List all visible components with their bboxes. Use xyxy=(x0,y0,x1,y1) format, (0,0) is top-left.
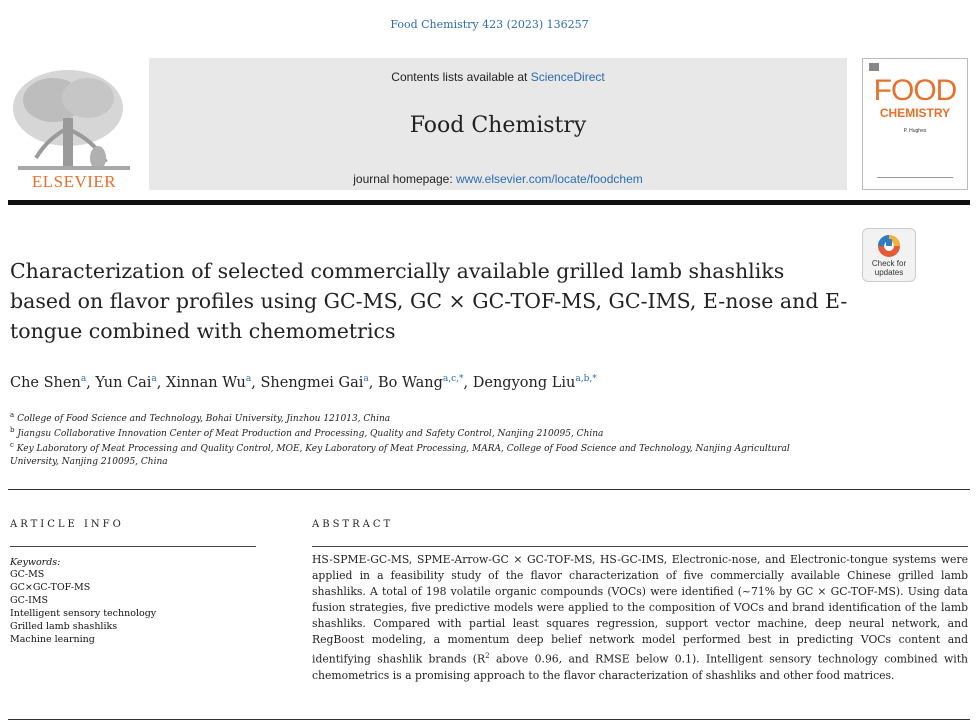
abstract-body xyxy=(312,552,968,684)
abstract-rule xyxy=(312,546,968,547)
author-affiliation-mark[interactable]: a,c,* xyxy=(442,374,464,384)
author-name[interactable]: Bo Wang xyxy=(378,374,443,391)
author-name[interactable]: Shengmei Gai xyxy=(260,374,364,391)
author-name[interactable]: Dengyong Liu xyxy=(472,374,576,391)
journal-title: Food Chemistry xyxy=(409,113,587,138)
section-divider xyxy=(8,489,970,490)
bottom-divider xyxy=(8,719,970,720)
author-name[interactable]: Yun Cai xyxy=(95,374,152,391)
cover-chemistry-word: CHEMISTRY xyxy=(879,106,951,120)
affiliation-c xyxy=(10,439,830,469)
journal-citation[interactable]: Food Chemistry 423 (2023) 136257 xyxy=(390,18,589,31)
abstract-superscript: 2 xyxy=(485,652,490,660)
author-affiliation-mark[interactable]: a,b,* xyxy=(575,374,597,384)
keyword-item: GC-MS xyxy=(10,569,45,580)
keywords-label: Keywords: xyxy=(10,557,61,568)
contents-prefix: Contents lists available at xyxy=(391,70,531,84)
header-divider xyxy=(8,200,970,205)
author-name[interactable]: Xinnan Wu xyxy=(166,374,246,391)
affiliation-text: Key Laboratory of Meat Processing and Quality Control, MOE, Key Laboratory of Meat Processing, MARA, College of Food Science and Technology, Nanjing Agricultural University, Nanjing 210095, China xyxy=(10,444,790,467)
author-affiliation-mark[interactable]: a xyxy=(363,374,369,384)
check-for-updates-label: Check for updates xyxy=(871,259,907,277)
author-list: Che Shen$^a$, Yun Cai$^a$, Xinnan Wu$^a$, Shengmei Gai$^a$, Bo Wang$^{a,c,*}$, Dengyong Liu$^{a,b,*}$ xyxy=(10,374,597,391)
abstract-text-part2: above 0.96, and RMSE below 0.1). Intelligent sensory technology combined with chemometrics is a promising approach to the flavor characterization of shashliks and other food matrices. xyxy=(312,652,969,682)
affiliation-mark: c xyxy=(10,441,14,449)
homepage-prefix: journal homepage: xyxy=(353,172,456,186)
cover-food-word: FOOD xyxy=(873,74,957,107)
affiliation-mark: a xyxy=(10,411,15,419)
cover-editor-name: P. Hughes xyxy=(903,128,927,134)
abstract-text-part1: HS-SPME-GC-MS, SPME-Arrow-GC × GC-TOF-MS, HS-GC-IMS, Electronic-nose, and Electronic-tongue systems were applied in a feasibility study of the flavor characterization of five commercially available Chinese grilled lamb shashliks. A total of 198 volatile organic compounds (VOCs) were identified (~71% by GC × GC-TOF-MS). Using data fusion strategies, five predictive models were applied to the composition of VOCs and brand identification of the lamb shashliks. Compared with partial least squares regression, support vector machine, deep neural network, and RegBoost modeling, a momentum deep belief network model performed best in predicting VOCs content and identifying shashlik brands (R xyxy=(312,553,968,666)
contents-line xyxy=(149,70,847,84)
abstract-heading: ABSTRACT xyxy=(312,519,394,530)
keyword-item: Intelligent sensory technology xyxy=(10,608,157,619)
author-affiliation-mark[interactable]: a xyxy=(80,374,87,384)
journal-homepage-link[interactable]: www.elsevier.com/locate/foodchem xyxy=(456,172,643,186)
elsevier-tree-logo xyxy=(8,58,140,190)
article-info-rule xyxy=(10,546,256,547)
sciencedirect-link[interactable]: ScienceDirect xyxy=(530,70,605,84)
affiliation-text: Jiangsu Collaborative Innovation Center of Meat Production and Processing, Quality and Safety Control, Nanjing 210095, China xyxy=(17,429,604,439)
article-info-heading: ARTICLE INFO xyxy=(10,519,124,530)
author-name[interactable]: Che Shen xyxy=(10,374,81,391)
affiliation-mark: b xyxy=(10,426,15,434)
elsevier-wordmark: ELSEVIER xyxy=(31,172,117,191)
keyword-item: GC×GC-TOF-MS xyxy=(10,582,91,593)
keyword-item: Machine learning xyxy=(10,634,95,645)
journal-homepage-line xyxy=(149,172,847,186)
keyword-item: Grilled lamb shashliks xyxy=(10,621,118,632)
keyword-item: GC-IMS xyxy=(10,595,49,606)
author-affiliation-mark[interactable]: a xyxy=(245,374,252,384)
affiliation-text: College of Food Science and Technology, Bohai University, Jinzhou 121013, China xyxy=(17,414,391,424)
article-title: Characterization of selected commercially available grilled lamb shashliks based on flavor profiles using GC-MS, GC × GC-TOF-MS, GC-IMS, E-nose and E-tongue combined with chemometrics xyxy=(10,259,848,343)
author-affiliation-mark[interactable]: a xyxy=(151,374,157,384)
